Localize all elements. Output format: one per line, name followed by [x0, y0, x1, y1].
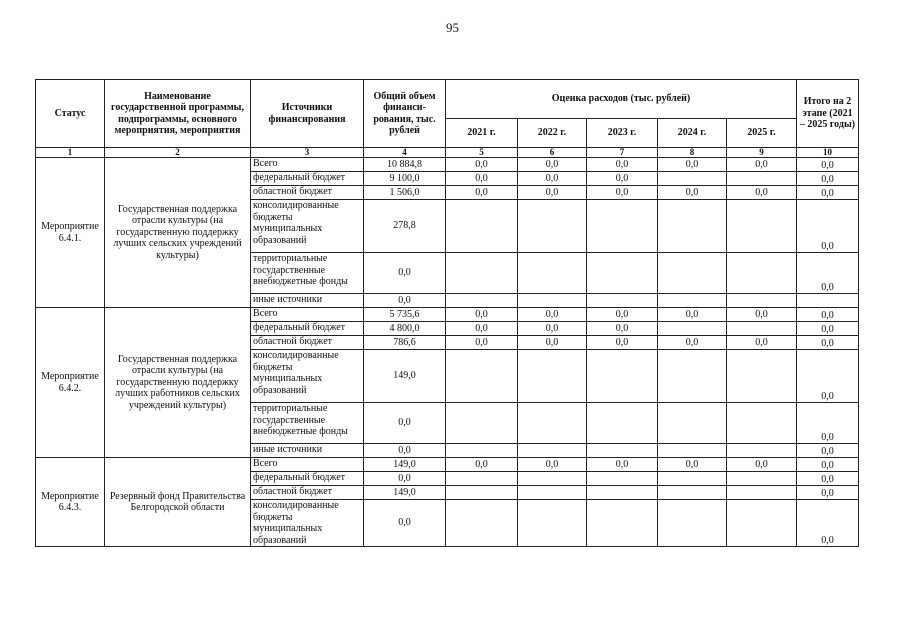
funding-source: Всего [251, 308, 364, 322]
column-number: 4 [364, 148, 446, 158]
year-expense-cell: 0,0 [518, 186, 587, 200]
year-expense-cell [727, 253, 797, 294]
stage-total-cell: 0,0 [797, 253, 859, 294]
year-expense-cell: 0,0 [658, 158, 727, 172]
stage-total-cell: 0,0 [797, 458, 859, 472]
stage-total-cell: 0,0 [797, 308, 859, 322]
stage-total-cell: 0,0 [797, 500, 859, 547]
funding-source: территориальные государственные внебюджетные фонды [251, 403, 364, 444]
year-expense-cell: 0,0 [518, 308, 587, 322]
year-expense-cell [446, 350, 518, 403]
year-expense-cell: 0,0 [587, 322, 658, 336]
header-total-volume: Общий объем финанси-рования, тыс. рублей [364, 80, 446, 148]
year-expense-cell [658, 172, 727, 186]
year-expense-cell: 0,0 [587, 186, 658, 200]
year-expense-cell [446, 403, 518, 444]
column-number: 6 [518, 148, 587, 158]
total-volume-cell: 0,0 [364, 294, 446, 308]
year-expense-cell: 0,0 [587, 458, 658, 472]
total-volume-cell: 10 884,8 [364, 158, 446, 172]
header-stage-total: Итого на 2 этапе (2021 – 2025 годы) [797, 80, 859, 148]
funding-source: консолидированные бюджеты муниципальных образований [251, 200, 364, 253]
year-expense-cell [658, 322, 727, 336]
year-expense-cell [587, 253, 658, 294]
stage-total-cell [797, 294, 859, 308]
column-number: 3 [251, 148, 364, 158]
funding-source: территориальные государственные внебюджетные фонды [251, 253, 364, 294]
year-expense-cell [587, 403, 658, 444]
total-volume-cell: 4 800,0 [364, 322, 446, 336]
year-expense-cell [518, 500, 587, 547]
column-number: 5 [446, 148, 518, 158]
year-expense-cell: 0,0 [446, 308, 518, 322]
table-row [36, 308, 859, 322]
year-expense-cell [587, 486, 658, 500]
year-expense-cell [446, 472, 518, 486]
year-expense-cell: 0,0 [727, 158, 797, 172]
total-volume-cell: 278,8 [364, 200, 446, 253]
year-expense-cell [446, 486, 518, 500]
year-expense-cell: 0,0 [518, 458, 587, 472]
column-number: 7 [587, 148, 658, 158]
year-expense-cell [727, 322, 797, 336]
year-expense-cell: 0,0 [587, 158, 658, 172]
year-expense-cell [658, 403, 727, 444]
funding-source: Всего [251, 458, 364, 472]
year-expense-cell [727, 444, 797, 458]
year-expense-cell [658, 500, 727, 547]
measure-status: Мероприятие 6.4.2. [36, 308, 105, 458]
year-expense-cell [518, 472, 587, 486]
year-expense-cell: 0,0 [446, 158, 518, 172]
year-expense-cell: 0,0 [446, 172, 518, 186]
column-number: 10 [797, 148, 859, 158]
column-number: 8 [658, 148, 727, 158]
year-expense-cell: 0,0 [658, 308, 727, 322]
year-expense-cell [727, 500, 797, 547]
year-expense-cell [727, 486, 797, 500]
year-expense-cell: 0,0 [727, 458, 797, 472]
stage-total-cell: 0,0 [797, 322, 859, 336]
year-expense-cell [587, 294, 658, 308]
year-expense-cell [518, 444, 587, 458]
header-year: 2025 г. [727, 119, 797, 148]
year-expense-cell [587, 500, 658, 547]
year-expense-cell [518, 486, 587, 500]
funding-source: консолидированные бюджеты муниципальных образований [251, 500, 364, 547]
year-expense-cell [587, 350, 658, 403]
column-number: 1 [36, 148, 105, 158]
measure-name: Государственная поддержка отрасли культуры (на государственную поддержку лучших сельских учреждений культуры) [105, 158, 251, 308]
year-expense-cell [587, 444, 658, 458]
total-volume-cell: 1 506,0 [364, 186, 446, 200]
year-expense-cell: 0,0 [446, 322, 518, 336]
year-expense-cell: 0,0 [446, 336, 518, 350]
year-expense-cell: 0,0 [518, 336, 587, 350]
year-expense-cell: 0,0 [446, 458, 518, 472]
year-expense-cell [446, 253, 518, 294]
column-number: 9 [727, 148, 797, 158]
funding-source: федеральный бюджет [251, 322, 364, 336]
total-volume-cell: 0,0 [364, 444, 446, 458]
total-volume-cell: 0,0 [364, 500, 446, 547]
year-expense-cell [727, 403, 797, 444]
funding-source: областной бюджет [251, 486, 364, 500]
year-expense-cell [518, 294, 587, 308]
stage-total-cell: 0,0 [797, 158, 859, 172]
year-expense-cell [658, 253, 727, 294]
stage-total-cell: 0,0 [797, 472, 859, 486]
year-expense-cell [587, 472, 658, 486]
header-year: 2023 г. [587, 119, 658, 148]
header-estimate: Оценка расходов (тыс. рублей) [446, 80, 797, 119]
year-expense-cell [518, 350, 587, 403]
year-expense-cell [727, 472, 797, 486]
year-expense-cell [658, 486, 727, 500]
year-expense-cell: 0,0 [727, 308, 797, 322]
header-year: 2024 г. [658, 119, 727, 148]
year-expense-cell: 0,0 [587, 308, 658, 322]
total-volume-cell: 0,0 [364, 472, 446, 486]
year-expense-cell [658, 350, 727, 403]
header-year: 2021 г. [446, 119, 518, 148]
funding-source: областной бюджет [251, 336, 364, 350]
total-volume-cell: 149,0 [364, 458, 446, 472]
year-expense-cell [658, 472, 727, 486]
table-row [36, 158, 859, 172]
table-row [36, 458, 859, 472]
total-volume-cell: 0,0 [364, 403, 446, 444]
year-expense-cell [446, 294, 518, 308]
measure-name: Резервный фонд Правительства Белгородской области [105, 458, 251, 547]
measure-name: Государственная поддержка отрасли культуры (на государственную поддержку лучших работников сельских учреждений культуры) [105, 308, 251, 458]
year-expense-cell [518, 403, 587, 444]
funding-source: консолидированные бюджеты муниципальных образований [251, 350, 364, 403]
budget-table [35, 79, 859, 547]
stage-total-cell: 0,0 [797, 200, 859, 253]
stage-total-cell: 0,0 [797, 350, 859, 403]
stage-total-cell: 0,0 [797, 444, 859, 458]
year-expense-cell [518, 253, 587, 294]
total-volume-cell: 149,0 [364, 350, 446, 403]
year-expense-cell: 0,0 [658, 186, 727, 200]
year-expense-cell [518, 200, 587, 253]
year-expense-cell [727, 294, 797, 308]
column-numbers-row [36, 148, 859, 158]
year-expense-cell [658, 200, 727, 253]
stage-total-cell: 0,0 [797, 336, 859, 350]
year-expense-cell [658, 294, 727, 308]
year-expense-cell [446, 444, 518, 458]
year-expense-cell: 0,0 [658, 336, 727, 350]
year-expense-cell [446, 500, 518, 547]
funding-source: Всего [251, 158, 364, 172]
header-sources: Источники финансирования [251, 80, 364, 148]
year-expense-cell: 0,0 [587, 336, 658, 350]
year-expense-cell: 0,0 [587, 172, 658, 186]
year-expense-cell: 0,0 [518, 158, 587, 172]
header-status: Статус [36, 80, 105, 148]
stage-total-cell: 0,0 [797, 403, 859, 444]
stage-total-cell: 0,0 [797, 486, 859, 500]
total-volume-cell: 0,0 [364, 253, 446, 294]
year-expense-cell [446, 200, 518, 253]
total-volume-cell: 786,6 [364, 336, 446, 350]
column-number: 2 [105, 148, 251, 158]
year-expense-cell [727, 172, 797, 186]
total-volume-cell: 5 735,6 [364, 308, 446, 322]
stage-total-cell: 0,0 [797, 186, 859, 200]
year-expense-cell [587, 200, 658, 253]
page-number: 95 [446, 20, 459, 35]
funding-source: федеральный бюджет [251, 172, 364, 186]
year-expense-cell: 0,0 [446, 186, 518, 200]
year-expense-cell [727, 350, 797, 403]
header-name: Наименование государственной программы, подпрограммы, основного мероприятия, мероприятия [105, 80, 251, 148]
funding-source: областной бюджет [251, 186, 364, 200]
stage-total-cell: 0,0 [797, 172, 859, 186]
funding-source: федеральный бюджет [251, 472, 364, 486]
funding-source: иные источники [251, 294, 364, 308]
measure-status: Мероприятие 6.4.1. [36, 158, 105, 308]
funding-source: иные источники [251, 444, 364, 458]
header-year: 2022 г. [518, 119, 587, 148]
year-expense-cell: 0,0 [727, 336, 797, 350]
total-volume-cell: 9 100,0 [364, 172, 446, 186]
year-expense-cell: 0,0 [518, 172, 587, 186]
year-expense-cell: 0,0 [658, 458, 727, 472]
year-expense-cell: 0,0 [518, 322, 587, 336]
year-expense-cell [727, 200, 797, 253]
year-expense-cell [658, 444, 727, 458]
measure-status: Мероприятие 6.4.3. [36, 458, 105, 547]
year-expense-cell: 0,0 [727, 186, 797, 200]
total-volume-cell: 149,0 [364, 486, 446, 500]
